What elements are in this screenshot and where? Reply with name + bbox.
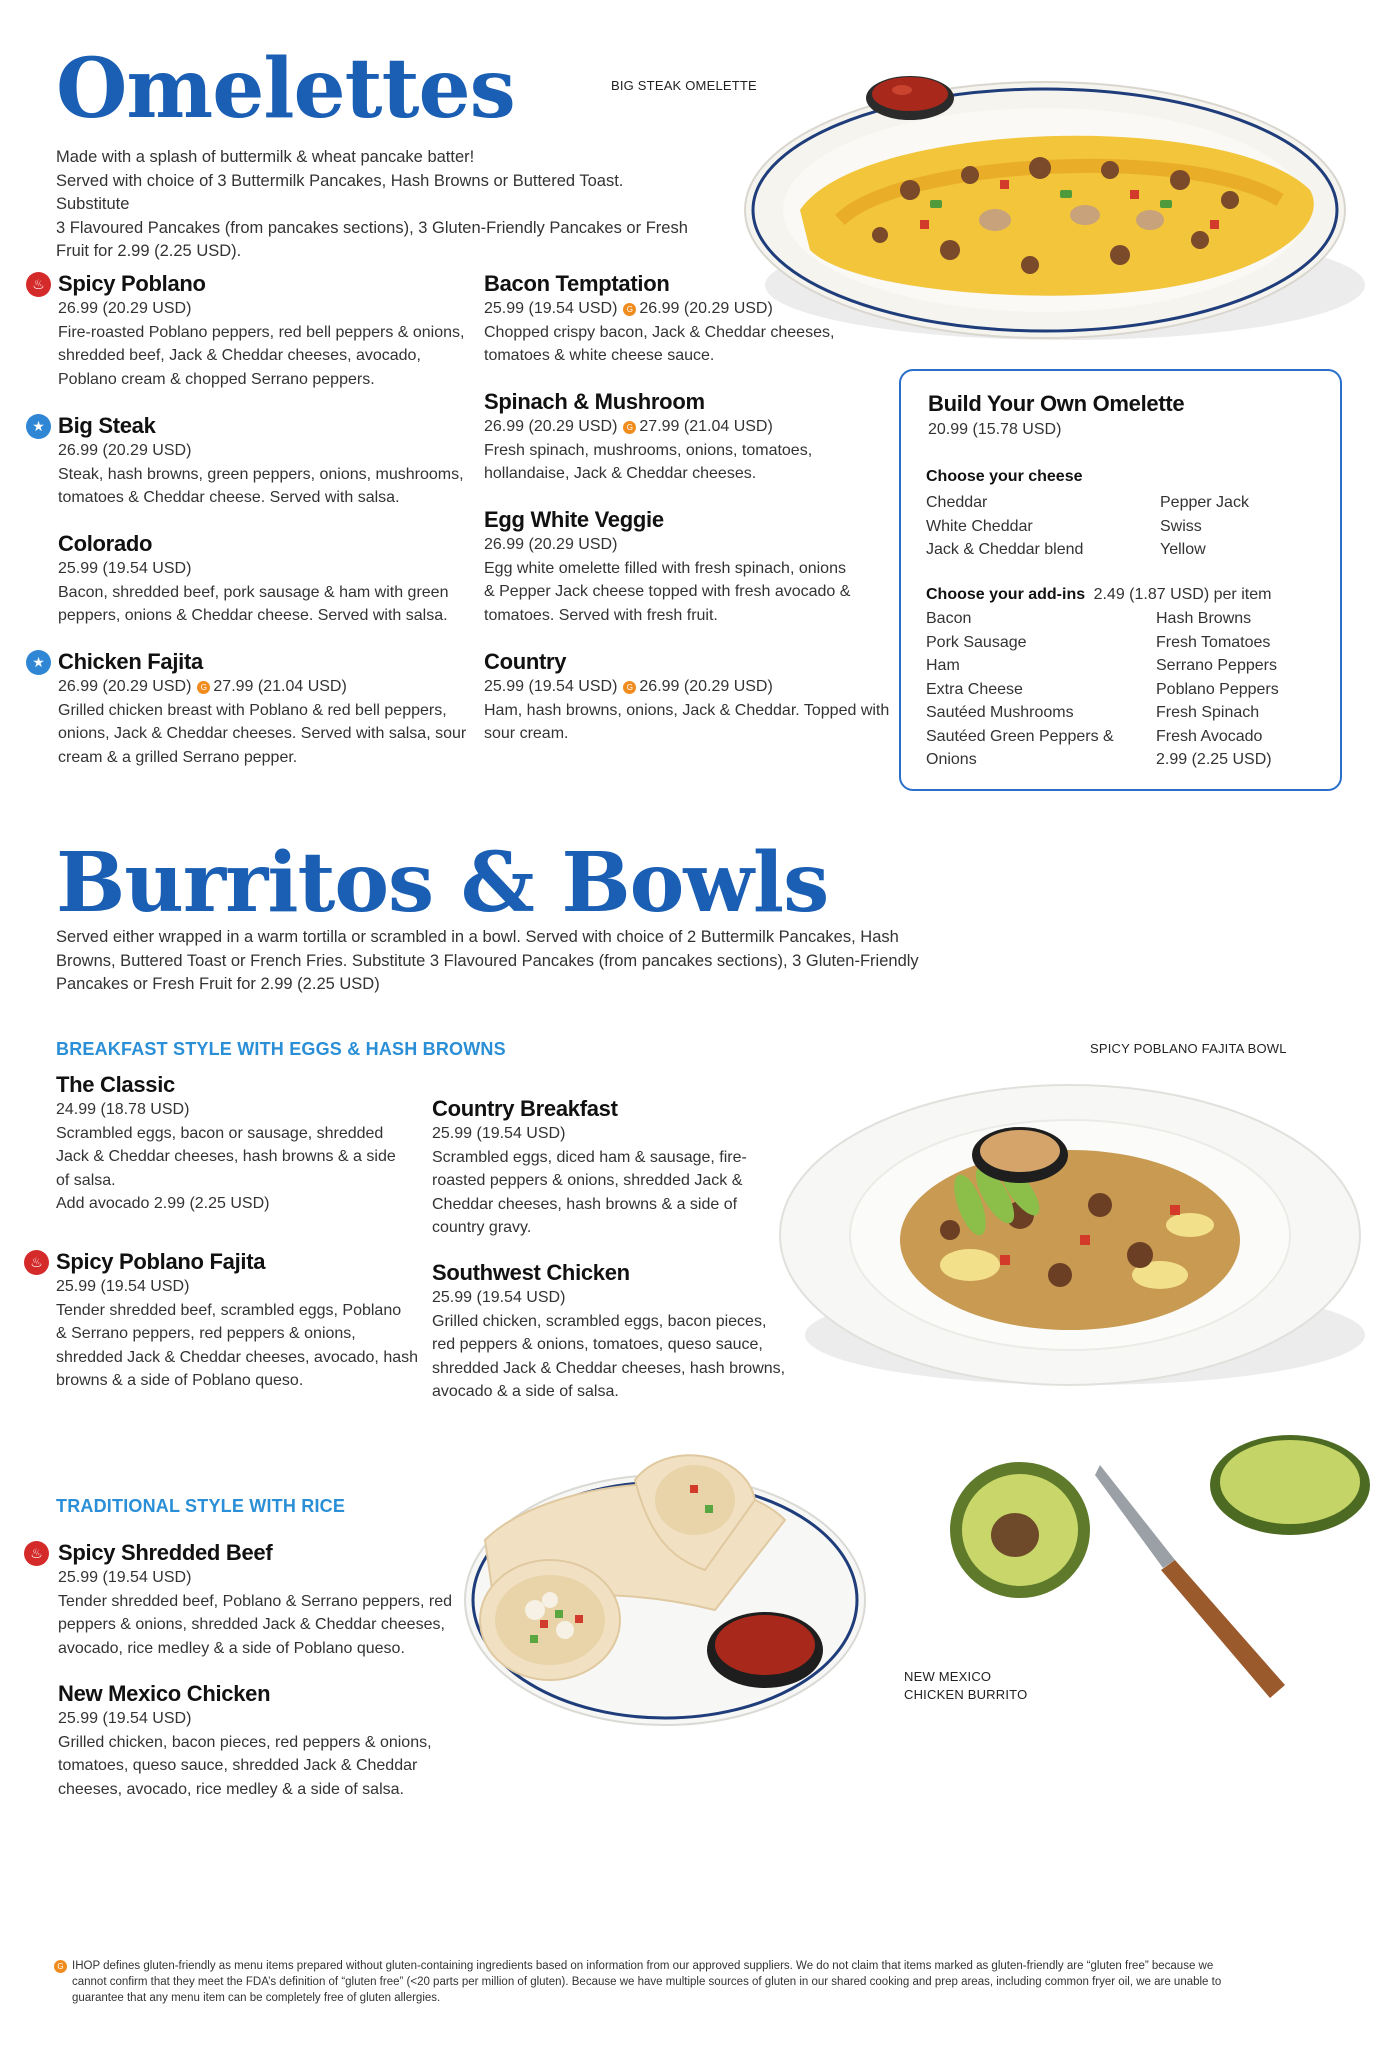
- item-description: Grilled chicken, bacon pieces, red peppers & onions,: [58, 1733, 432, 1751]
- burritos-bowls-title: Burritos & Bowls: [56, 835, 829, 931]
- item-description: of salsa.: [56, 1171, 116, 1189]
- byo-addins-list: Bacon Pork Sausage Ham Extra Cheese Sautéed Mushrooms Sautéed Green Peppers & Onions: [926, 610, 1114, 768]
- item-name: Spicy Poblano: [58, 271, 206, 296]
- flame-icon: ♨: [24, 1250, 49, 1275]
- item-description: browns & a side of Poblano queso.: [56, 1372, 304, 1389]
- gluten-friendly-icon: G: [197, 681, 210, 694]
- item-description: roasted peppers & onions, shredded Jack &: [432, 1172, 743, 1189]
- item-description: red peppers & onions, tomatoes, queso sauce,: [432, 1336, 763, 1353]
- item-description: Add avocado 2.99 (2.25 USD): [56, 1195, 270, 1212]
- item-name: Country Breakfast: [432, 1096, 618, 1121]
- omelette-photo-caption: BIG STEAK OMELETTE: [611, 78, 757, 93]
- item-price: 25.99 (19.54 USD): [432, 1125, 566, 1142]
- omelettes-intro: Made with a splash of buttermilk & wheat pancake batter! Served with choice of 3 Buttermilk Pancakes, Hash Browns or Buttered Toast. Substitute 3 Flavoured Pancakes (from pancakes sections), 3 Gluten-Friendly Pancakes or Fresh Fruit for 2.99 (2.25 USD).: [56, 148, 688, 260]
- gluten-friendly-icon: G: [623, 681, 636, 694]
- item-price: 26.99 (20.29 USD): [484, 536, 618, 553]
- item-price: 26.99 (20.29 USD): [58, 442, 192, 459]
- item-price: 25.99 (19.54 USD) G 26.99 (20.29 USD): [484, 300, 773, 317]
- item-description: sour cream.: [484, 725, 569, 742]
- menu-item-colorado[interactable]: [58, 531, 478, 628]
- item-description: peppers, onions & Cheddar cheese. Served with salsa.: [58, 607, 448, 624]
- item-price: 25.99 (19.54 USD): [432, 1289, 566, 1306]
- item-description: avocado & a side of salsa.: [432, 1383, 619, 1400]
- item-name: Colorado: [58, 531, 153, 556]
- item-price: 26.99 (20.29 USD): [58, 300, 192, 317]
- menu-item-southwest-chicken[interactable]: [432, 1260, 792, 1404]
- item-price: 25.99 (19.54 USD): [58, 1569, 192, 1586]
- item-description: Egg white omelette filled with fresh spinach, onions: [484, 559, 846, 577]
- item-price: 25.99 (19.54 USD): [56, 1278, 190, 1295]
- menu-item-country[interactable]: [484, 649, 904, 746]
- item-description: & Serrano peppers, red peppers & onions,: [56, 1325, 356, 1342]
- item-name: Spicy Poblano Fajita: [56, 1249, 266, 1274]
- item-description: Tender shredded beef, scrambled eggs, Poblano: [56, 1301, 402, 1319]
- menu-item-spicy-poblano-fajita[interactable]: [56, 1249, 426, 1393]
- item-description: country gravy.: [432, 1219, 532, 1236]
- flame-icon: ♨: [24, 1541, 49, 1566]
- item-description: Cheddar cheeses, hash browns & a side of: [432, 1195, 738, 1213]
- item-name: Spicy Shredded Beef: [58, 1540, 273, 1565]
- item-description: hollandaise, Jack & Cheddar cheeses.: [484, 465, 757, 482]
- item-price: 26.99 (20.29 USD) G 27.99 (21.04 USD): [484, 418, 773, 435]
- gluten-friendly-footnote: IHOP defines gluten-friendly as menu items prepared without gluten-containing ingredients based on information from our approved suppliers. We do not claim that items marked as gluten-friendly are “gluten free” because we cannot confirm that they meet the FDA’s definition of “gluten free” (<20 parts per million of gluten). Because we have multiple sources of gluten in our shared cooking and prep areas, including common fryer oil, we are unable to guarantee that any menu item can be completely free of gluten allergies.: [72, 1960, 1222, 2004]
- burritos-intro: Served either wrapped in a warm tortilla or scrambled in a bowl. Served with choice of 2 Buttermilk Pancakes, Hash Browns, Buttered Toast or French Fries. Substitute 3 Flavoured Pancakes (from pancakes sections), 3 Gluten-Friendly Pancakes or Fresh Fruit for 2.99 (2.25 USD): [56, 928, 919, 993]
- item-description: Ham, hash browns, onions, Jack & Cheddar. Topped with: [484, 701, 890, 719]
- item-description: cream & a grilled Serrano pepper.: [58, 748, 298, 766]
- item-price: 25.99 (19.54 USD) G 26.99 (20.29 USD): [484, 678, 773, 695]
- byo-addins-heading: Choose your add-ins 2.49 (1.87 USD) per item: [926, 586, 1272, 603]
- gluten-friendly-icon: G: [54, 1960, 67, 1973]
- menu-item-spicy-shredded-beef[interactable]: [58, 1540, 468, 1660]
- item-description: Tender shredded beef, Poblano & Serrano peppers, red: [58, 1592, 453, 1610]
- menu-item-spicy-poblano[interactable]: [58, 271, 478, 391]
- menu-item-chicken-fajita[interactable]: [58, 649, 478, 769]
- item-description: tomatoes & white cheese sauce.: [484, 347, 715, 364]
- item-description: tomatoes & Cheddar cheese. Served with salsa.: [58, 489, 400, 506]
- menu-item-new-mexico-chicken[interactable]: [58, 1681, 468, 1801]
- item-description: Scrambled eggs, bacon or sausage, shredded: [56, 1124, 384, 1142]
- item-price: 24.99 (18.78 USD): [56, 1101, 190, 1118]
- build-your-own-omelette-box[interactable]: [899, 369, 1342, 791]
- item-description: Grilled chicken, scrambled eggs, bacon pieces,: [432, 1312, 767, 1330]
- burrito-photo-caption: NEW MEXICO CHICKEN BURRITO: [904, 1669, 1028, 1702]
- item-name: Spinach & Mushroom: [484, 389, 705, 414]
- byo-cheese-list: Cheddar White Cheddar Jack & Cheddar blend: [926, 494, 1084, 558]
- item-description: Poblano cream & chopped Serrano peppers.: [58, 370, 375, 388]
- menu-item-country-breakfast[interactable]: [432, 1096, 792, 1240]
- item-price: 25.99 (19.54 USD): [58, 1710, 192, 1727]
- item-description: shredded Jack & Cheddar cheeses, avocado, hash: [56, 1348, 419, 1366]
- item-name: Big Steak: [58, 413, 156, 438]
- item-description: avocado, rice medley & a side of Poblano queso.: [58, 1639, 405, 1657]
- item-description: Bacon, shredded beef, pork sausage & ham with green: [58, 583, 449, 601]
- item-name: Chicken Fajita: [58, 649, 203, 674]
- section-heading-breakfast-style: BREAKFAST STYLE WITH EGGS & HASH BROWNS: [56, 1039, 506, 1059]
- item-name: The Classic: [56, 1072, 175, 1097]
- item-price: 25.99 (19.54 USD): [58, 560, 192, 577]
- gluten-friendly-icon: G: [623, 303, 636, 316]
- item-description: Fire-roasted Poblano peppers, red bell peppers & onions,: [58, 323, 465, 341]
- item-name: New Mexico Chicken: [58, 1681, 271, 1706]
- item-description: Grilled chicken breast with Poblano & red bell peppers,: [58, 701, 447, 719]
- star-icon: ★: [26, 650, 51, 675]
- byo-title: Build Your Own Omelette: [928, 391, 1185, 416]
- item-description: Steak, hash browns, green peppers, onions, mushrooms,: [58, 465, 464, 483]
- section-heading-traditional-style: TRADITIONAL STYLE WITH RICE: [56, 1496, 346, 1516]
- item-name: Egg White Veggie: [484, 507, 664, 532]
- item-description: tomatoes, queso sauce, shredded Jack & Cheddar: [58, 1757, 418, 1774]
- item-description: Chopped crispy bacon, Jack & Cheddar cheeses,: [484, 323, 835, 341]
- item-description: cheeses, avocado, rice medley & a side of salsa.: [58, 1780, 404, 1798]
- item-description: Jack & Cheddar cheeses, hash browns & a side: [56, 1148, 396, 1165]
- item-description: Scrambled eggs, diced ham & sausage, fire-: [432, 1148, 747, 1166]
- star-icon: ★: [26, 414, 51, 439]
- menu-item-egg-white-veggie[interactable]: [484, 507, 904, 627]
- item-name: Bacon Temptation: [484, 271, 670, 296]
- bowl-photo-caption: SPICY POBLANO FAJITA BOWL: [1090, 1041, 1287, 1056]
- omelettes-title: Omelettes: [56, 41, 515, 137]
- item-description: shredded beef, Jack & Cheddar cheeses, avocado,: [58, 347, 421, 364]
- byo-price: 20.99 (15.78 USD): [928, 421, 1062, 438]
- item-description: tomatoes. Served with fresh fruit.: [484, 606, 718, 624]
- item-description: Fresh spinach, mushrooms, onions, tomatoes,: [484, 441, 813, 459]
- flame-icon: ♨: [26, 272, 51, 297]
- byo-cheese-heading: Choose your cheese: [926, 468, 1083, 485]
- byo-cheese-list: Pepper Jack Swiss Yellow: [1160, 494, 1249, 558]
- item-description: onions, Jack & Cheddar cheeses. Served with salsa, sour: [58, 725, 467, 742]
- gluten-friendly-icon: G: [623, 421, 636, 434]
- item-description: shredded Jack & Cheddar cheeses, hash browns,: [432, 1359, 786, 1377]
- byo-addins-list: Hash Browns Fresh Tomatoes Serrano Peppers Poblano Peppers Fresh Spinach Fresh Avocado 2.99 (2.25 USD): [1156, 610, 1279, 768]
- menu-item-the-classic[interactable]: [56, 1072, 416, 1216]
- menu-item-spinach-mushroom[interactable]: [484, 389, 904, 486]
- item-description: & Pepper Jack cheese topped with fresh avocado &: [484, 583, 851, 600]
- item-name: Southwest Chicken: [432, 1260, 630, 1285]
- item-name: Country: [484, 649, 567, 674]
- menu-item-bacon-temptation[interactable]: [484, 271, 904, 368]
- spicy-poblano-fajita-bowl-photo: [770, 1065, 1390, 1395]
- menu-item-big-steak[interactable]: [58, 413, 478, 510]
- item-price: 26.99 (20.29 USD) G 27.99 (21.04 USD): [58, 678, 347, 695]
- item-description: peppers & onions, shredded Jack & Cheddar cheeses,: [58, 1616, 445, 1633]
